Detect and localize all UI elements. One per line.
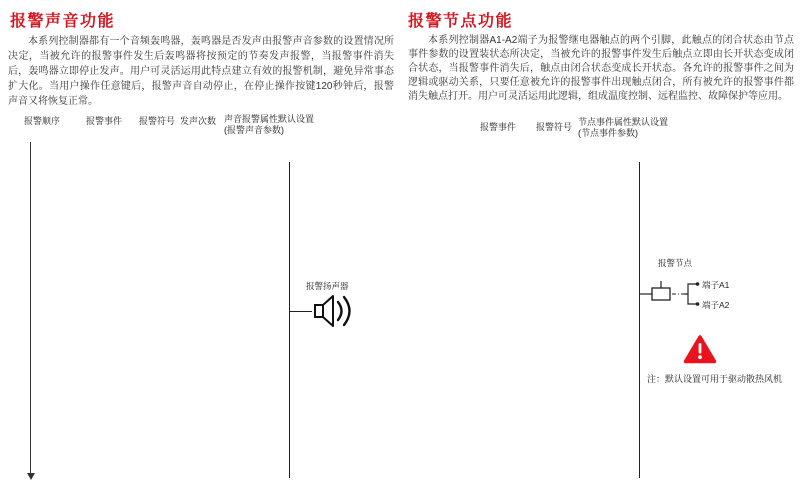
alarm-node-label: 报警节点 xyxy=(658,258,693,268)
sound-description-paragraph: 本系列控制器都有一个音频轰鸣器，轰鸣器是否发声由报警声音参数的设置情况所决定，当被允许的报警事件发生后轰鸣器将按预定的节奏发声报警，当报警事件消失后，轰鸣器立即停止发声。用户可灵活运用此特点建立有效的报警机制，避免异常事态扩大化。当用户操作任意键后，报警声音自动停止，在停止操作按键120秒钟后，报警声音又将恢复正常。 xyxy=(8,36,394,107)
column-header-event-r: 报警事件 xyxy=(480,122,517,132)
section-title-node: 报警节点功能 xyxy=(408,13,514,30)
sound-alarm-rows xyxy=(0,140,290,484)
column-header-order: 报警顺序 xyxy=(24,116,61,126)
column-header-symbol-r: 报警符号 xyxy=(536,122,573,132)
alarm-node-section xyxy=(400,0,800,488)
sound-bus-line xyxy=(289,162,290,478)
speaker-wire xyxy=(289,311,312,312)
column-header-event: 报警事件 xyxy=(86,116,123,126)
terminal-a1-label: 端子A1 xyxy=(702,280,730,290)
warning-triangle-icon xyxy=(683,334,717,370)
column-header-sound-attr xyxy=(224,114,314,136)
node-alarm-rows xyxy=(400,140,640,484)
section-title-sound: 报警声音功能 xyxy=(10,13,116,30)
column-header-symbol: 报警符号 xyxy=(139,116,176,126)
column-header-sound-attr-line2: (报警声音参数) xyxy=(224,125,284,135)
speaker-icon xyxy=(312,292,358,335)
terminal-a2-label: 端子A2 xyxy=(702,300,730,310)
column-header-node-attr xyxy=(578,117,668,139)
column-header-beeps: 发声次数 xyxy=(180,116,217,126)
default-setting-note: 注：默认设置可用于驱动散热风机 xyxy=(647,374,783,384)
column-header-node-attr-line1: 节点事件属性默认设置 xyxy=(578,117,669,127)
column-header-node-attr-line2: (节点事件参数) xyxy=(578,128,638,138)
column-header-sound-attr-line1: 声音报警属性默认设置 xyxy=(224,114,315,124)
node-description-paragraph: 本系列控制器A1-A2端子为报警继电器触点的两个引脚，此触点的闭合状态由节点事件参数的设置装状态所决定，当被允许的报警事件发生后触点立即由长开状态变成闭合状态，当报警事件消失后，触点由闭合状态变成长开状态。各允许的报警事件之间为逻辑或驱动关系，只要任意被允许的报警事件出现触点闭合，所有被允许的报警事件都消失触点打开。用户可灵活运用此逻辑，组成温度控制、远程监控、故障保护等应用。 xyxy=(408,35,794,102)
speaker-label: 报警扬声器 xyxy=(306,281,349,291)
